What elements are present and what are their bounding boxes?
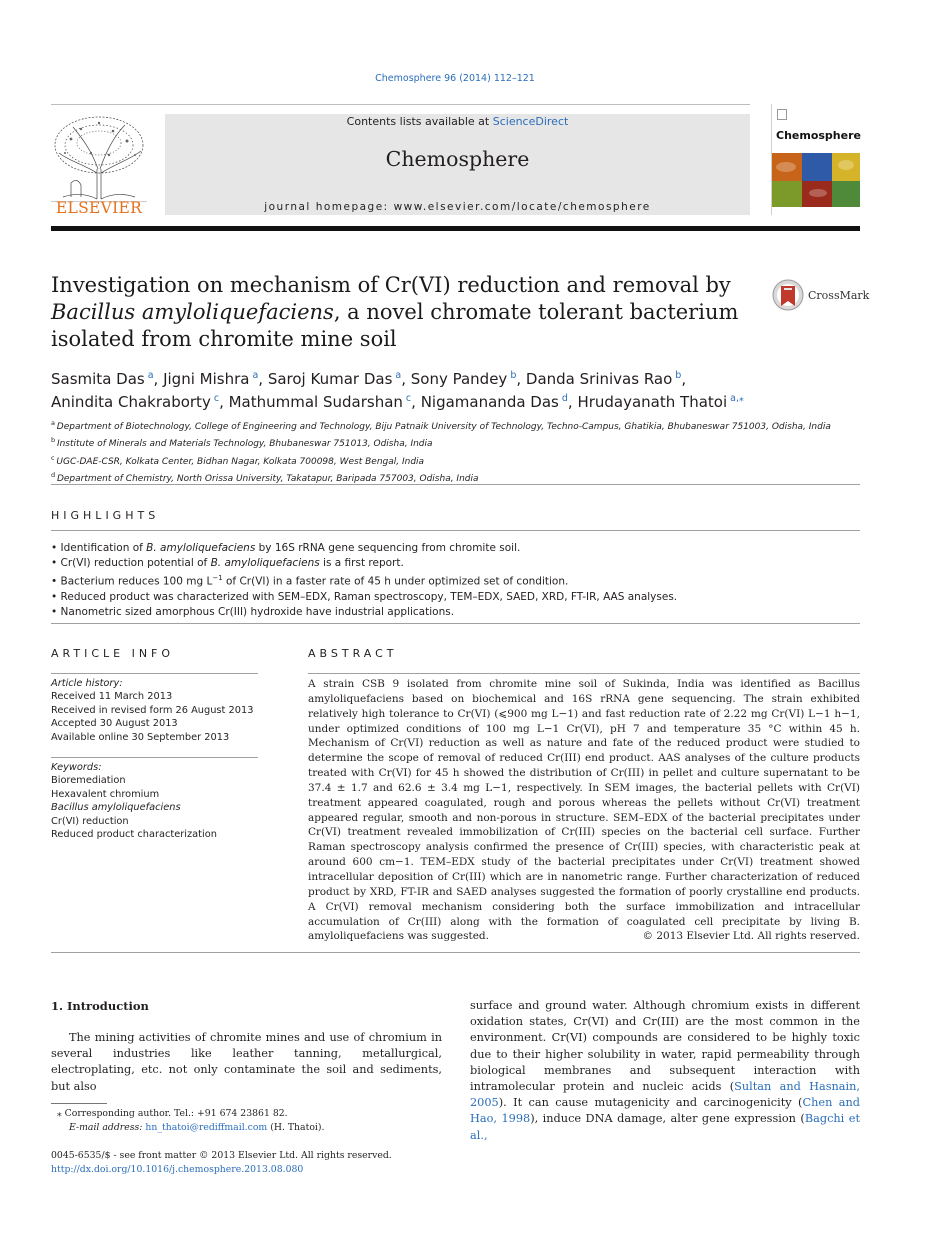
highlight-text: by 16S rRNA gene sequencing from chromite soil.: [255, 542, 521, 554]
author[interactable]: Mathummal Sudarshan: [228, 393, 403, 411]
sciencedirect-link[interactable]: ScienceDirect: [492, 115, 569, 128]
abstract-text: A strain CSB 9 isolated from chromite mine soil of Sukinda, India was identified as Bacillus amyloliquefaciens based on biochemical and 16S rRNA gene sequencing. The strain exhibited relatively high tolerance to Cr(VI) (⩽900 mg L−1) and fast reduction rate of 2.22 mg Cr(VI) L−1 h−1, under optimized conditions of 100 mg L−1 Cr(VI), pH 7 and temperature 35 °C within 45 h. Mechanism of Cr(VI) reduction as well as nature and fate of the reduced product were studied to determine the scope of removal of reduced Cr(III) end product. AAS analyses of the culture products treated with Cr(VI) for 45 h showed the distribution of Cr(III) in pellet and culture supernatant to be 37.4 ± 1.7 and 62.6 ± 3.4 mg L−1, respectively. In SEM images, the bacterial pellets with Cr(VI) treatment appeared coagulated, rough and porous whereas the pellets without Cr(VI) treatment appeared regular, smooth and non-porous in structure. SEM–EDX of the bacterial precipitates under Cr(VI) treatment revealed immobilization of Cr(III) species on the bacterial cell surface. Further Raman spectroscopy analysis confirmed the presence of Cr(III) species, with characteristic peak at around 600 cm−1. TEM–EDX study of the bacterial precipitates under Cr(VI) treatment showed intracellular deposition of Cr(III) which are in nanometric range. Further characterization of reduced product by XRD, FT-IR and SAED analyses suggested the formation of poorly crystalline end products. A Cr(VI) removal mechanism considering both the surface immobilization and intracellular accumulation of Cr(III) along with the formation of coagulated cell precipitate by living B. amyloliquefaciens was suggested.: [308, 678, 860, 943]
affiliation-text: Department of Chemistry, North Orissa University, Takatapur, Baripada 757003, Odisha, India: [56, 474, 479, 485]
journal-citation[interactable]: Chemosphere 96 (2014) 112–121: [375, 73, 535, 84]
keyword: Hexavalent chromium: [51, 788, 160, 800]
email-link[interactable]: hn_thatoi@rediffmail.com: [145, 1122, 268, 1133]
section-divider: [51, 623, 860, 624]
masthead-top-rule: [51, 104, 750, 105]
history-revised: Received in revised form 26 August 2013: [51, 704, 254, 716]
article-history: [51, 677, 258, 744]
abstract-copyright: © 2013 Elsevier Ltd. All rights reserved.: [642, 930, 860, 942]
corresponding-author: ⁎ Corresponding author. Tel.: +91 674 23861 82.: [57, 1108, 288, 1119]
highlight-superscript: −1: [212, 574, 223, 582]
highlight-text: of Cr(VI) in a faster rate of 45 h under optimized set of condition.: [222, 575, 569, 588]
journal-homepage: [165, 201, 750, 213]
keyword: Cr(VI) reduction: [51, 815, 129, 827]
title-part-2: , a novel chromate tolerant bacterium isolated from chromite mine soil: [51, 300, 739, 351]
footnote: [51, 1107, 442, 1135]
affiliation-marker[interactable]: b: [675, 370, 682, 381]
introduction-right-column: [470, 998, 860, 1144]
affiliation-marker[interactable]: a: [147, 370, 154, 381]
article-info-heading: ARTICLE INFO: [51, 647, 175, 660]
author[interactable]: Saroj Kumar Das: [267, 370, 393, 388]
homepage-prefix: journal homepage:: [264, 201, 394, 213]
citation-link[interactable]: Sultan and Hasnain, 2005: [470, 1080, 860, 1110]
highlight-species: B. amyloliquefaciens: [146, 542, 256, 554]
issn-line: 0045-6535/$ - see front matter © 2013 Elsevier Ltd. All rights reserved.: [51, 1150, 392, 1161]
crossmark-icon[interactable]: [772, 279, 804, 311]
masthead-bottom-rule: [51, 226, 860, 231]
affiliation-text: Department of Biotechnology, College of Engineering and Technology, Biju Patnaik University of Technology, Techno-Campus, Ghatikia, Bhubaneswar 751003, Odisha, India: [56, 422, 831, 432]
affiliation-text: UGC-DAE-CSR, Kolkata Center, Bidhan Nagar, Kolkata 700098, West Bengal, India: [56, 456, 425, 467]
contents-prefix: Contents lists available at: [346, 115, 493, 128]
citation-link[interactable]: Bagchi et al.,: [470, 1112, 860, 1142]
affiliation-list: [51, 417, 860, 487]
journal-name: Chemosphere: [385, 147, 530, 171]
keywords-label: Keywords:: [51, 762, 102, 773]
paragraph-text: ), induce DNA damage, alter gene expression (: [530, 1112, 805, 1126]
contents-line: [165, 115, 750, 128]
author[interactable]: Danda Srinivas Rao: [525, 370, 673, 388]
issn-block: [51, 1149, 471, 1177]
highlights-heading: HIGHLIGHTS: [51, 509, 160, 522]
highlight-item: • Cr(VI) reduction potential of B. amyloliquefaciens is a first report.: [51, 557, 404, 569]
author[interactable]: Hrudayanath Thatoi: [577, 393, 728, 411]
affiliation-marker[interactable]: c: [405, 393, 412, 404]
author[interactable]: Sasmita Das: [51, 370, 145, 388]
highlight-item: • Nanometric sized amorphous Cr(III) hydroxide have industrial applications.: [51, 605, 455, 618]
section-divider: [51, 952, 860, 953]
affiliation-label: d: [51, 471, 56, 480]
history-accepted: Accepted 30 August 2013: [51, 718, 178, 730]
highlight-text: Cr(VI) reduction potential of: [60, 557, 211, 569]
author[interactable]: Nigamananda Das: [420, 393, 559, 411]
keyword: Reduced product characterization: [51, 829, 217, 841]
crossmark-label[interactable]: CrossMark: [808, 289, 870, 302]
history-label: Article history:: [51, 678, 123, 689]
homepage-link[interactable]: www.elsevier.com/locate/chemosphere: [393, 201, 651, 213]
highlight-text: Identification of: [60, 542, 147, 554]
publisher-name: ELSEVIER: [55, 199, 143, 217]
affiliation-label: c: [51, 453, 55, 462]
affiliation-label: b: [51, 436, 56, 445]
section-divider: [51, 484, 860, 485]
title-part-1: Investigation on mechanism of Cr(VI) reduction and removal by: [51, 273, 731, 297]
article-title: [51, 272, 761, 353]
cover-leaves-image: [772, 153, 860, 207]
keyword: Bioremediation: [51, 775, 126, 787]
affiliation-marker[interactable]: a,⁎: [730, 393, 744, 404]
email-line: [51, 1121, 442, 1135]
highlight-text: Bacterium reduces 100 mg L: [60, 575, 213, 588]
history-received: Received 11 March 2013: [51, 691, 173, 703]
affiliation-label: a: [51, 419, 55, 427]
abstract-rule: [308, 673, 860, 674]
article-info-rule: [51, 673, 258, 674]
highlights-rule: [51, 530, 860, 531]
affiliation-marker[interactable]: b: [510, 370, 517, 381]
doi-link[interactable]: http://dx.doi.org/10.1016/j.chemosphere.2013.08.080: [51, 1164, 304, 1175]
citation-link[interactable]: Chen and Hao, 1998: [470, 1096, 860, 1126]
cover-corner-icon: [777, 109, 787, 120]
affiliation-item: [51, 452, 860, 469]
highlight-text: is a first report.: [319, 557, 404, 569]
title-species: Bacillus amyloliquefaciens: [51, 300, 334, 324]
footnote-rule: [51, 1103, 107, 1104]
keywords: [51, 761, 258, 841]
author[interactable]: Jigni Mishra: [163, 370, 250, 388]
affiliation-marker[interactable]: a: [395, 370, 402, 381]
keyword: Bacillus amyloliquefaciens: [51, 802, 181, 814]
author[interactable]: Sony Pandey: [410, 370, 508, 388]
history-online: Available online 30 September 2013: [51, 731, 230, 743]
email-suffix: (H. Thatoi).: [267, 1122, 325, 1133]
cover-title: Chemosphere: [776, 129, 861, 142]
paragraph-text: ). It can cause mutagenicity and carcinogenicity (: [498, 1096, 803, 1110]
affiliation-marker[interactable]: d: [561, 393, 568, 404]
email-label: E-mail address:: [69, 1122, 146, 1133]
article-info-rule: [51, 757, 258, 758]
highlight-text: Nanometric sized amorphous Cr(III) hydroxide have industrial applications.: [60, 605, 455, 618]
highlight-text: Reduced product was characterized with SEM–EDX, Raman spectroscopy, TEM–EDX, SAED, XRD, FT-IR, AAS analyses.: [60, 590, 678, 603]
introduction-left-column: The mining activities of chromite mines and use of chromium in several industries like leather tanning, metallurgical, electroplating, etc. not only contaminate the soil and sediments, but also: [51, 1031, 442, 1093]
highlights-list: [51, 541, 860, 620]
author-list: Sasmita Das $^a$, Jigni Mishra $^a$, Saroj Kumar Das $^a$, Sony Pandey $^b$, Danda Srinivas Rao $^b$, Anindita Chakraborty $^c$, Mathummal Sudarshan $^c$, Nigamananda Das $^d$, Hrudayanath Thatoi $^{a,⁎}$: [51, 370, 744, 411]
affiliation-marker[interactable]: c: [213, 393, 220, 404]
affiliation-item: [51, 417, 860, 434]
affiliation-marker[interactable]: a: [252, 370, 259, 381]
abstract-heading: ABSTRACT: [308, 647, 398, 660]
highlight-item: • Identification of B. amyloliquefaciens by 16S rRNA gene sequencing from chromite soil.: [51, 542, 521, 554]
affiliation-item: [51, 434, 860, 451]
highlight-item: • Bacterium reduces 100 mg $L^{-1}$ of Cr(VI) in a faster rate of 45 h under optimized set of condition.: [51, 574, 569, 588]
introduction-heading: 1. Introduction: [51, 999, 149, 1013]
highlight-item: • Reduced product was characterized with SEM–EDX, Raman spectroscopy, TEM–EDX, SAED, XRD, FT-IR, AAS analyses.: [51, 590, 678, 603]
paragraph-text: surface and ground water. Although chromium exists in different oxidation states, Cr(VI) and Cr(III) are the most common in the environment. Cr(VI) compounds are considered to be highly toxic due to their higher solubility in water, rapid permeability through biological membranes and subsequent interaction with intramolecular protein and nucleic acids (: [470, 999, 860, 1094]
affiliation-text: Institute of Minerals and Materials Technology, Bhubaneswar 751013, Odisha, India: [56, 439, 433, 450]
author[interactable]: Anindita Chakraborty: [51, 393, 211, 411]
highlight-species: B. amyloliquefaciens: [210, 557, 320, 569]
